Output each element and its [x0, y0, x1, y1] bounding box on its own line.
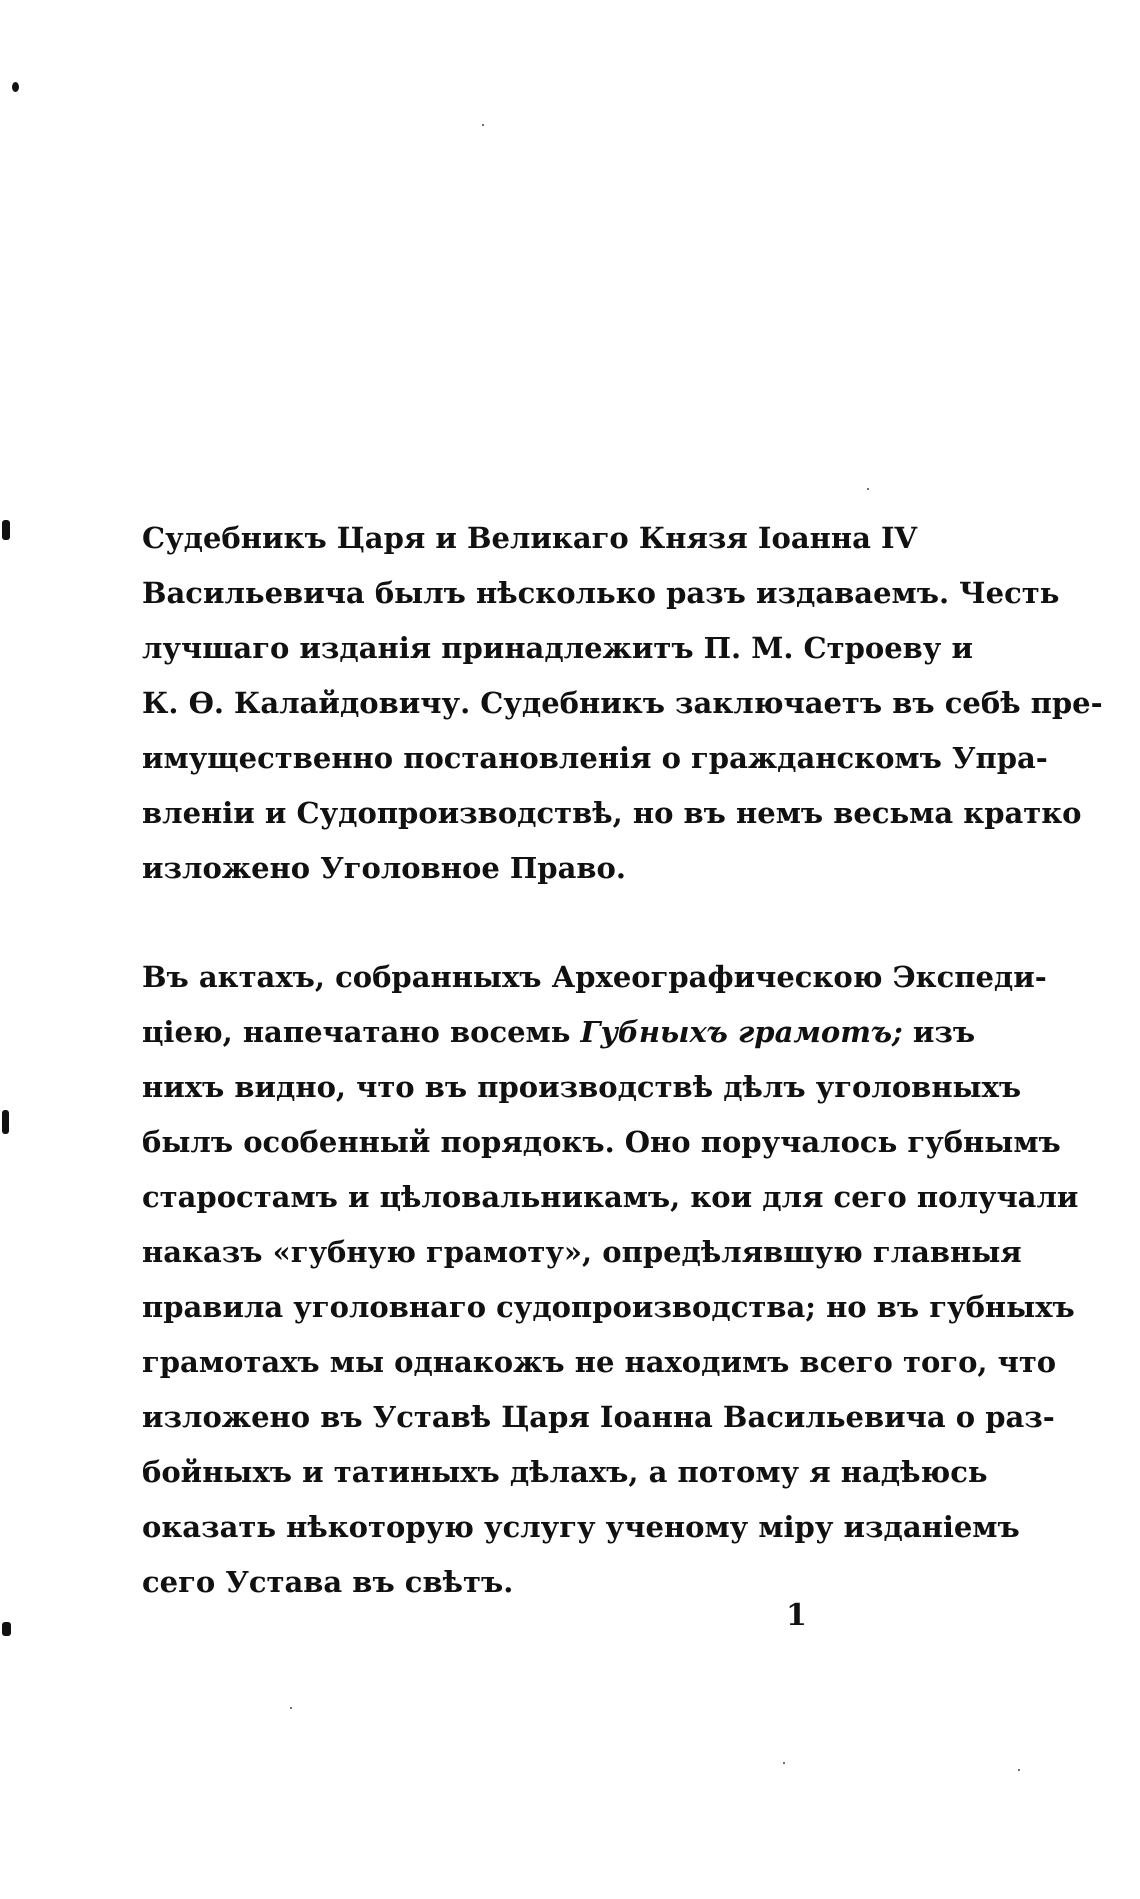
margin-mark-upper: [2, 520, 10, 540]
margin-mark-middle: [2, 1110, 9, 1134]
text-line: изложено въ Уставѣ Царя Іоанна Васильевича о раз-: [142, 1400, 1055, 1434]
text-line: былъ особенный порядокъ. Оно поручалось губнымъ: [142, 1125, 1061, 1159]
paragraph-1: [142, 511, 1103, 896]
text-line: К. Ѳ. Калайдовичу. Судебникъ заключаетъ въ себѣ пре-: [142, 686, 1103, 720]
speck: [867, 488, 869, 490]
text-line: правила уголовнаго судопроизводства; но въ губныхъ: [142, 1290, 1075, 1324]
text-line: нихъ видно, что въ производствѣ дѣлъ уголовныхъ: [142, 1070, 1022, 1104]
speck: [482, 124, 484, 126]
text-line: грамотахъ мы однакожъ не находимъ всего того, что: [142, 1345, 1057, 1379]
text-line: оказать нѣкоторую услугу ученому міру изданіемъ: [142, 1510, 1020, 1544]
text-line: имущественно постановленія о гражданскомъ Упра-: [142, 741, 1048, 775]
paragraph-2: [142, 950, 1079, 1610]
text-segment: изъ: [912, 1015, 976, 1049]
text-line: Въ актахъ, собранныхъ Археографическою Экспеди-: [142, 960, 1047, 994]
text-line: вленіи и Судопроизводствѣ, но въ немъ весьма кратко: [142, 796, 1082, 830]
text-line: наказъ «губную грамоту», опредѣлявшую главныя: [142, 1235, 1022, 1269]
text-line-with-italic: [142, 1005, 976, 1060]
speck: [290, 1707, 292, 1709]
text-line: бойныхъ и татиныхъ дѣлахъ, а потому я надѣюсь: [142, 1455, 988, 1489]
speck: [1018, 1769, 1020, 1771]
text-line: изложено Уголовное Право.: [142, 851, 626, 885]
text-line: лучшаго изданія принадлежитъ П. М. Строеву и: [142, 631, 973, 665]
speck: [783, 1762, 785, 1764]
text-line: Судебникъ Царя и Великаго Князя Іоанна IV: [142, 521, 918, 555]
margin-mark-lower: [2, 1622, 11, 1636]
text-line: старостамъ и цѣловальникамъ, кои для сего получали: [142, 1180, 1079, 1214]
text-line: сего Устава въ свѣтъ.: [142, 1565, 514, 1599]
margin-mark-top: [12, 82, 19, 92]
text-segment: ціею, напечатано восемь: [142, 1015, 571, 1049]
text-line: Васильевича былъ нѣсколько разъ издаваемъ. Честь: [142, 576, 1060, 610]
page-number: 1: [786, 1598, 807, 1633]
italic-phrase: Губныхъ грамотъ;: [580, 1015, 903, 1049]
